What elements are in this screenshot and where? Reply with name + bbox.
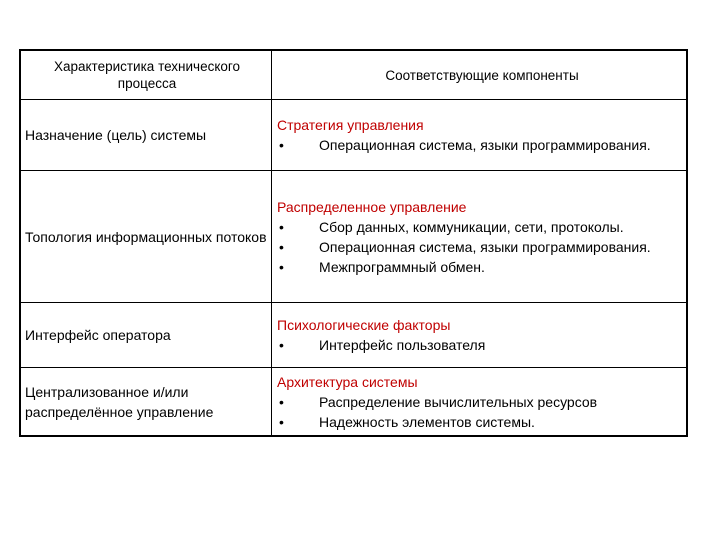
section-heading: Стратегия управления	[277, 117, 424, 133]
bullet-icon: •	[279, 413, 284, 430]
list-item-text: Операционная система, языки программирования.	[319, 137, 651, 153]
section-heading: Психологические факторы	[277, 317, 451, 333]
list-item	[277, 135, 687, 155]
header-characteristic: Характеристика технического процесса	[53, 59, 241, 91]
bullet-icon: •	[279, 337, 284, 353]
list-item-text: Распределение вычислительных ресурсов	[319, 393, 598, 410]
section-heading: Распределенное управление	[277, 198, 467, 215]
list-item-text: Надежность элементов системы.	[319, 413, 535, 430]
list-item	[277, 335, 687, 355]
components-table	[19, 49, 688, 437]
list-item	[277, 237, 687, 257]
bullet-icon: •	[279, 137, 284, 153]
bullet-icon: •	[279, 218, 284, 235]
list-item-text: Межпрограммный обмен.	[319, 258, 485, 275]
row-components	[277, 368, 687, 435]
list-item-text: Сбор данных, коммуникации, сети, протоколы.	[319, 218, 624, 235]
column-divider	[271, 51, 272, 435]
row-characteristic: Централизованное и/или распределённое управление	[25, 383, 214, 420]
list-item	[277, 217, 687, 237]
bullet-icon: •	[279, 393, 284, 410]
bullet-icon: •	[279, 258, 284, 275]
list-item	[277, 392, 687, 412]
section-heading: Архитектура системы	[277, 373, 418, 390]
list-item	[277, 257, 687, 277]
row-characteristic: Назначение (цель) системы	[25, 127, 207, 143]
header-components: Соответствующие компоненты	[385, 67, 579, 83]
row-components	[277, 303, 687, 367]
list-item	[277, 412, 687, 432]
row-characteristic: Интерфейс оператора	[25, 327, 171, 343]
bullet-icon: •	[279, 238, 284, 255]
list-item-text: Операционная система, языки программирования.	[319, 238, 651, 255]
row-components	[277, 100, 687, 170]
row-characteristic: Топология информационных потоков	[25, 228, 267, 245]
list-item-text: Интерфейс пользователя	[319, 337, 486, 353]
row-components	[277, 171, 687, 302]
